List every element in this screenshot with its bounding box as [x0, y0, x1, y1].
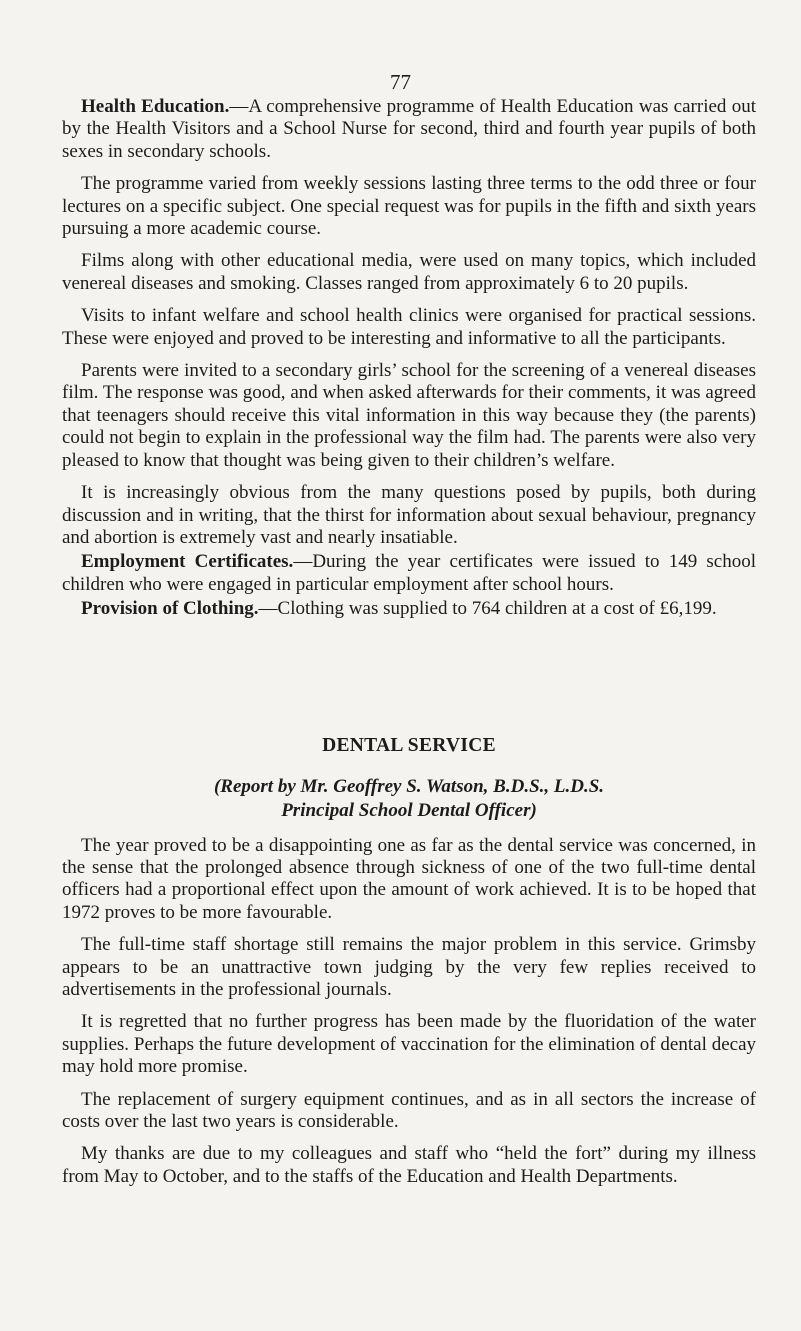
health-education-heading: Health Education.: [81, 96, 230, 117]
body-paragraph: Films along with other educational media, were used on many topics, which included venereal diseases and smoking. Classes ranged from approximately 6 to 20 pupils.: [62, 250, 756, 294]
dental-service-byline: [62, 775, 756, 823]
body-paragraph: Parents were invited to a secondary girls’ school for the screening of a venereal diseases film. The response was good, and when asked afterwards for their comments, it was agreed that teenagers should receive this vital information in this way because they (the parents) could not begin to explain in the professional way the film had. The parents were also very pleased to know that thought was being given to their children’s welfare.: [62, 360, 756, 471]
body-paragraph: The programme varied from weekly sessions lasting three terms to the odd three or four lectures on a specific subject. One special request was for pupils in the fifth and sixth years pursuing a more academic course.: [62, 173, 756, 240]
page-number: 77: [390, 70, 411, 94]
provision-of-clothing-text: —Clothing was supplied to 764 children at a cost of £6,199.: [258, 598, 717, 620]
dental-paragraph: My thanks are due to my colleagues and staff who “held the fort” during my illness from May to October, and to the staffs of the Education and Health Departments.: [62, 1143, 756, 1187]
dental-paragraph: The year proved to be a disappointing one as far as the dental service was concerned, in the sense that the prolonged absence through sickness of one of the two full-time dental officers had a proportional effect upon the amount of work achieved. It is to be hoped that 1972 proves to be more favourable.: [62, 834, 756, 923]
page-content: [62, 96, 756, 1188]
byline-line-1: (Report by Mr. Geoffrey S. Watson, B.D.S., L.D.S.: [213, 775, 605, 797]
health-education-paragraph: [62, 96, 756, 163]
dental-service-title: DENTAL SERVICE: [322, 734, 496, 756]
body-paragraph: It is increasingly obvious from the many questions posed by pupils, both during discussion and in writing, that the thirst for information about sexual behaviour, pregnancy and abortion is extremely vast and nearly insatiable.: [62, 482, 756, 548]
employment-certificates-text: —During the year certificates were issued to 149 school children who were engaged in particular employment after school hours.: [62, 551, 756, 595]
provision-of-clothing-paragraph: [62, 598, 756, 620]
byline-line-2: Principal School Dental Officer): [281, 799, 537, 821]
health-education-text: —A comprehensive programme of Health Education was carried out by the Health Visitors and a School Nurse for second, third and fourth year pupils of both sexes in secondary schools.: [62, 96, 756, 162]
body-paragraph: Visits to infant welfare and school health clinics were organised for practical sessions. These were enjoyed and proved to be interesting and informative to all the participants.: [62, 305, 756, 349]
dental-paragraph: It is regretted that no further progress has been made by the fluoridation of the water supplies. Perhaps the future development of vaccination for the elimination of dental decay may hold more promise.: [62, 1011, 756, 1078]
provision-of-clothing-heading: Provision of Clothing.: [81, 598, 259, 620]
employment-certificates-paragraph: [62, 551, 756, 596]
dental-paragraph: The replacement of surgery equipment continues, and as in all sectors the increase of costs over the last two years is considerable.: [62, 1088, 756, 1132]
employment-certificates-heading: Employment Certificates.: [81, 551, 294, 573]
dental-paragraph: The full-time staff shortage still remains the major problem in this service. Grimsby appears to be an unattractive town judging by the very few replies received to advertisements in the professional journals.: [62, 934, 756, 1000]
